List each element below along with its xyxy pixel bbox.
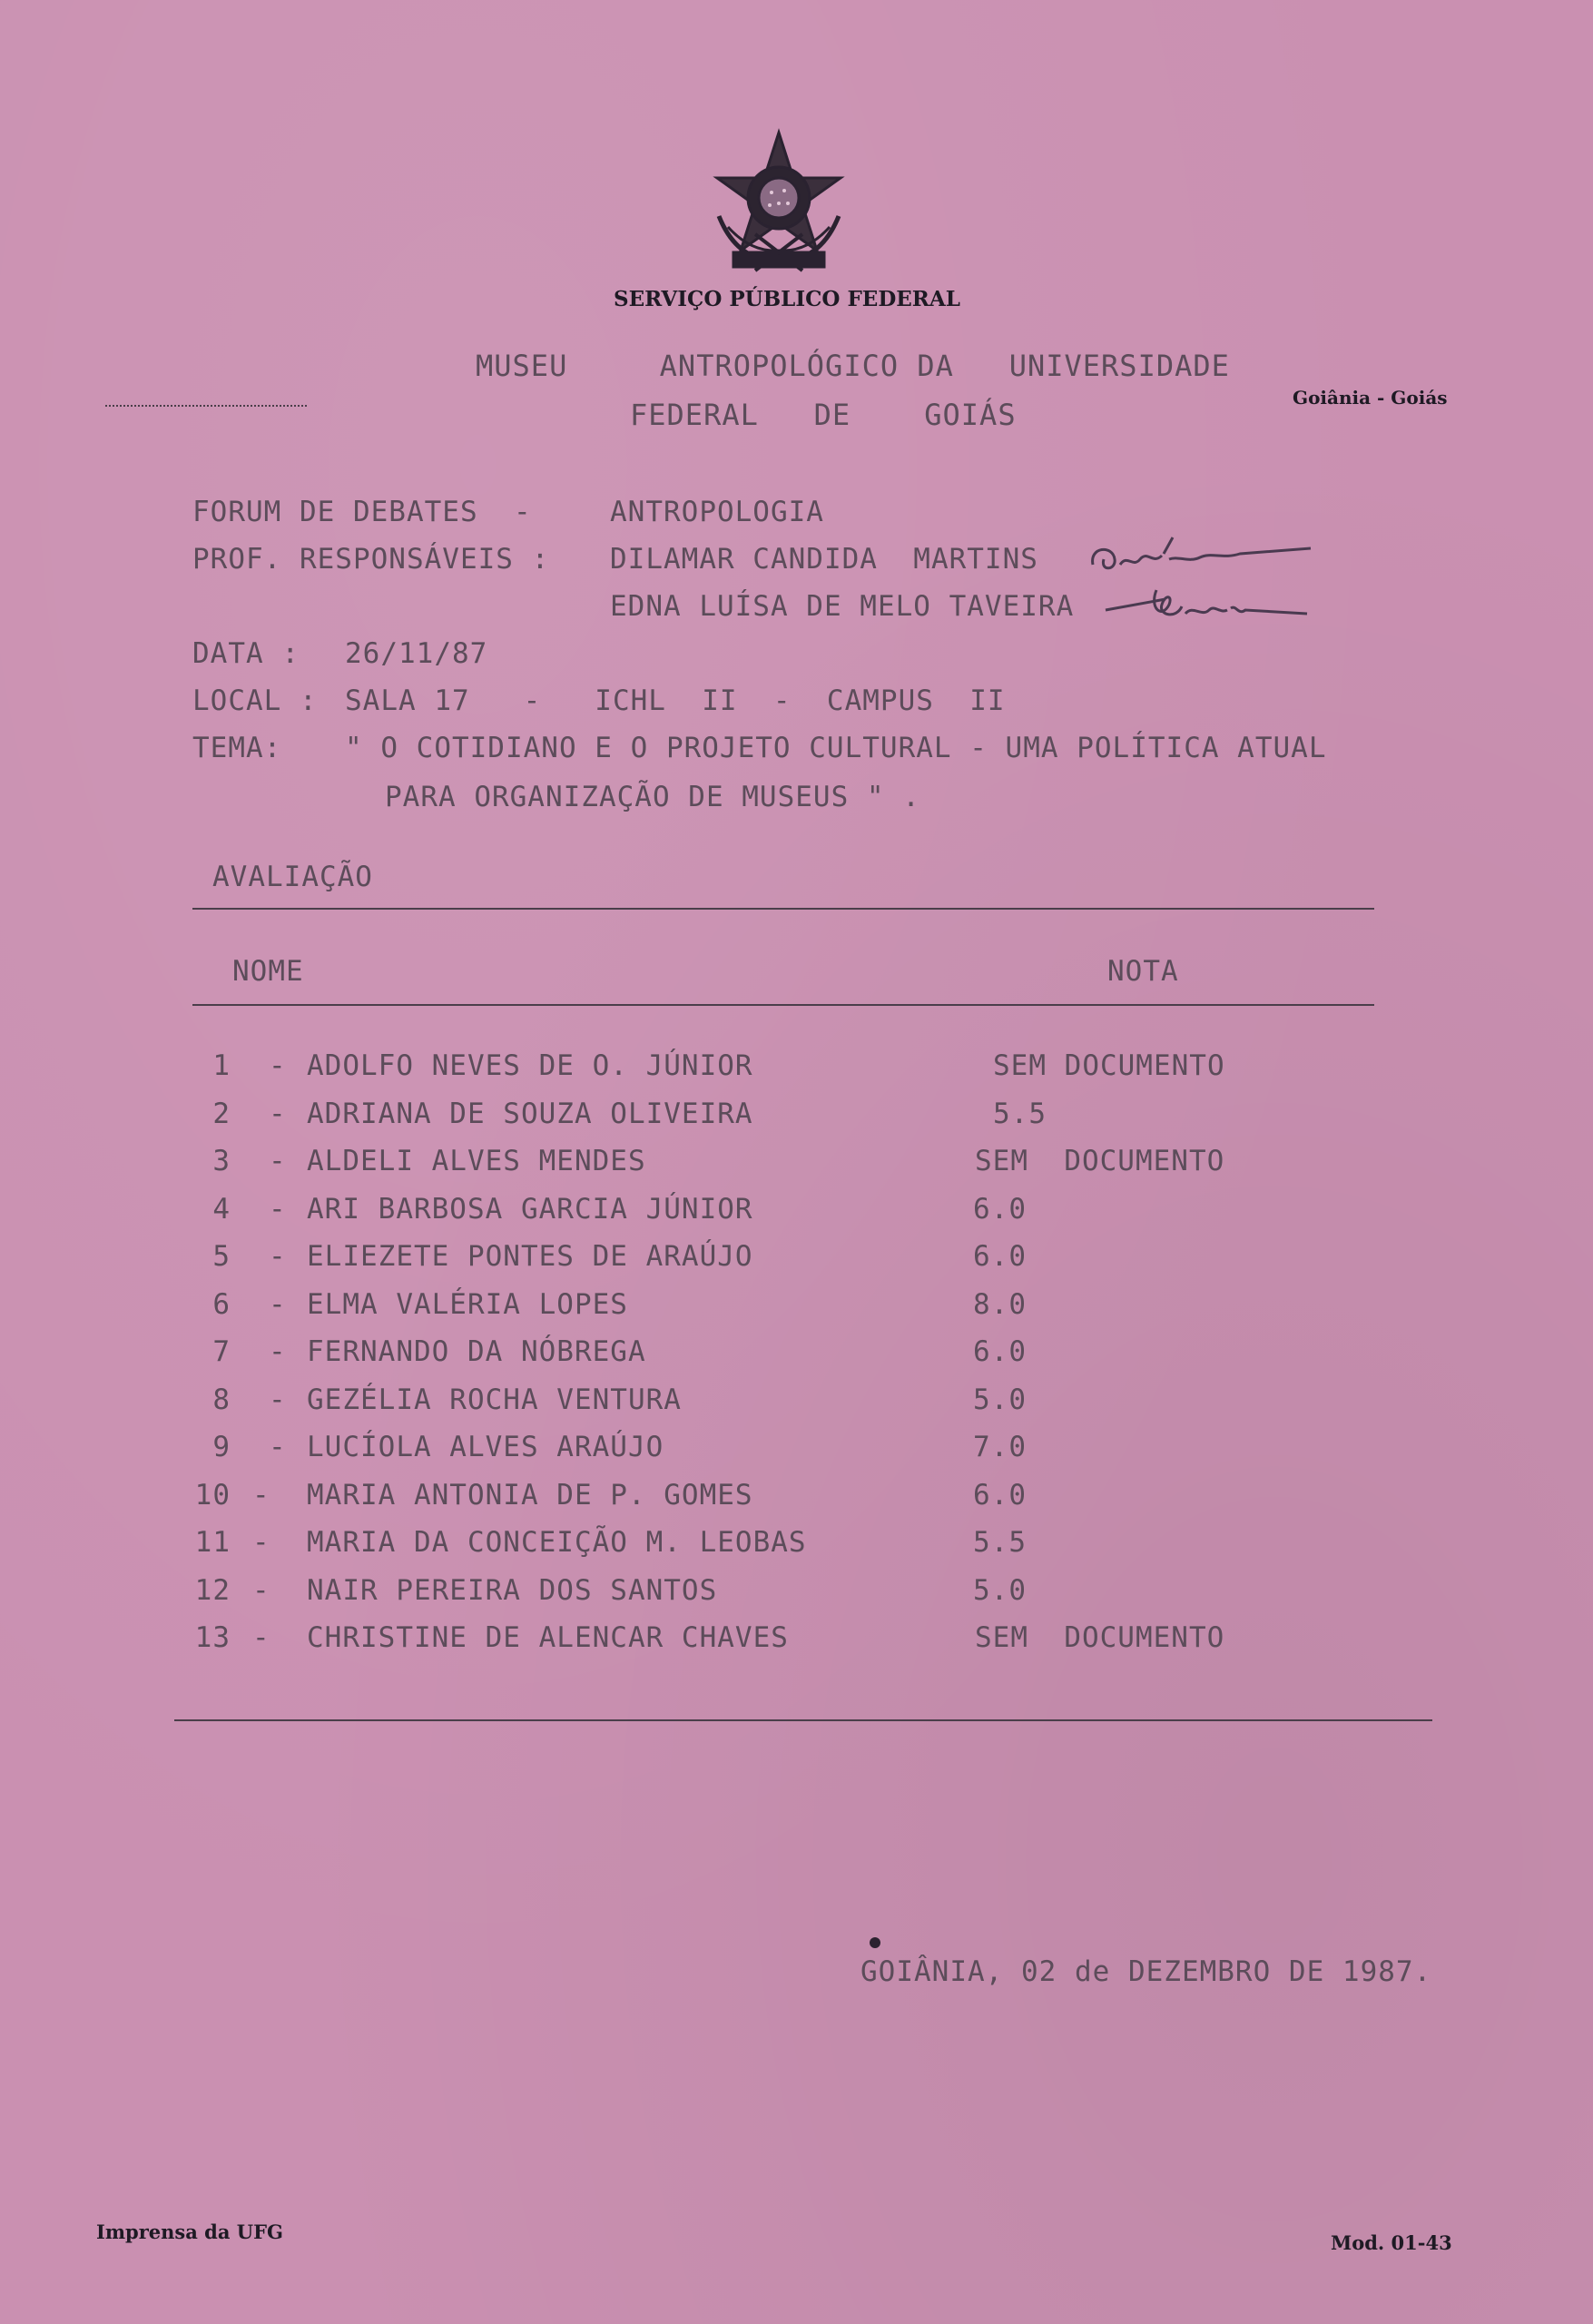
row-name: FERNANDO DA NÓBREGA [307, 1335, 646, 1368]
date-label: DATA : [192, 637, 300, 670]
date-value: 26/11/87 [345, 637, 488, 670]
row-number: 13 [194, 1621, 231, 1654]
row-name: ALDELI ALVES MENDES [307, 1145, 646, 1177]
row-grade: 6.0 [973, 1193, 1027, 1226]
table-row [0, 1145, 1593, 1185]
row-separator-dash: - [269, 1384, 287, 1416]
row-name: MARIA DA CONCEIÇÃO M. LEOBAS [307, 1526, 807, 1559]
table-row [0, 1431, 1593, 1471]
table-row [0, 1049, 1593, 1089]
table-row [0, 1335, 1593, 1375]
forum-label: FORUM DE DEBATES - [192, 496, 532, 528]
row-number: 4 [212, 1193, 231, 1226]
institution-line-1: MUSEU ANTROPOLÓGICO DA UNIVERSIDADE [476, 349, 1230, 383]
row-number: 11 [194, 1526, 231, 1559]
row-number: 12 [194, 1574, 231, 1607]
signature-1 [1087, 528, 1314, 583]
row-number: 10 [194, 1479, 231, 1512]
row-name: CHRISTINE DE ALENCAR CHAVES [307, 1621, 789, 1654]
row-name: ELMA VALÉRIA LOPES [307, 1288, 628, 1321]
row-grade: 8.0 [973, 1288, 1027, 1321]
row-separator-dash: - [252, 1621, 270, 1654]
theme-line-1: " O COTIDIANO E O PROJETO CULTURAL - UMA POLÍTICA ATUAL [345, 732, 1327, 764]
table-row [0, 1384, 1593, 1423]
row-grade: 7.0 [973, 1431, 1027, 1463]
service-title: SERVIÇO PÚBLICO FEDERAL [614, 287, 960, 311]
row-name: ELIEZETE PONTES DE ARAÚJO [307, 1240, 753, 1273]
row-separator-dash: - [269, 1335, 287, 1368]
column-header-grade: NOTA [1107, 955, 1179, 988]
row-grade: 6.0 [973, 1240, 1027, 1273]
theme-line-2: PARA ORGANIZAÇÃO DE MUSEUS " . [385, 781, 920, 813]
local-value: SALA 17 - ICHL II - CAMPUS II [345, 684, 1006, 717]
ink-dot [870, 1937, 880, 1948]
row-number: 9 [212, 1431, 231, 1463]
row-name: GEZÉLIA ROCHA VENTURA [307, 1384, 682, 1416]
row-number: 1 [212, 1049, 231, 1082]
row-grade: 5.0 [973, 1574, 1027, 1607]
table-row [0, 1479, 1593, 1519]
row-name: ARI BARBOSA GARCIA JÚNIOR [307, 1193, 753, 1226]
theme-label: TEMA: [192, 732, 282, 764]
row-grade: SEM DOCUMENTO [975, 1145, 1225, 1177]
row-name: NAIR PEREIRA DOS SANTOS [307, 1574, 718, 1607]
row-grade: 5.0 [973, 1384, 1027, 1416]
row-separator-dash: - [252, 1526, 270, 1559]
table-row [0, 1621, 1593, 1661]
row-name: ADOLFO NEVES DE O. JÚNIOR [307, 1049, 753, 1082]
local-label: LOCAL : [192, 684, 318, 717]
professor-1: DILAMAR CANDIDA MARTINS [610, 543, 1038, 576]
table-row [0, 1193, 1593, 1233]
row-separator-dash: - [252, 1574, 270, 1607]
row-separator-dash: - [269, 1049, 287, 1082]
city-label: Goiânia - Goiás [1293, 387, 1448, 409]
row-name: LUCÍOLA ALVES ARAÚJO [307, 1431, 664, 1463]
column-header-name: NOME [232, 955, 304, 988]
row-grade: SEM DOCUMENTO [993, 1049, 1225, 1082]
row-separator-dash: - [269, 1288, 287, 1321]
evaluation-bottom-rule [174, 1719, 1432, 1721]
row-grade: 5.5 [993, 1098, 1047, 1130]
printer-label: Imprensa da UFG [96, 2221, 283, 2243]
column-header-rule [192, 1004, 1374, 1006]
row-grade: 6.0 [973, 1479, 1027, 1512]
professor-2: EDNA LUÍSA DE MELO TAVEIRA [610, 590, 1075, 623]
table-row [0, 1098, 1593, 1137]
row-number: 7 [212, 1335, 231, 1368]
row-separator-dash: - [269, 1098, 287, 1130]
institution-line-2: FEDERAL DE GOIÁS [630, 398, 1017, 432]
row-name: MARIA ANTONIA DE P. GOMES [307, 1479, 753, 1512]
row-separator-dash: - [269, 1431, 287, 1463]
row-separator-dash: - [269, 1145, 287, 1177]
evaluation-top-rule [192, 908, 1374, 910]
row-number: 3 [212, 1145, 231, 1177]
table-row [0, 1240, 1593, 1280]
table-row [0, 1574, 1593, 1614]
professors-label: PROF. RESPONSÁVEIS : [192, 543, 550, 576]
row-grade: 6.0 [973, 1335, 1027, 1368]
row-separator-dash: - [269, 1193, 287, 1226]
row-grade: SEM DOCUMENTO [975, 1621, 1225, 1654]
row-number: 2 [212, 1098, 231, 1130]
forum-value: ANTROPOLOGIA [610, 496, 824, 528]
address-divider [105, 405, 307, 407]
closing-place-date: GOIÂNIA, 02 de DEZEMBRO DE 1987. [860, 1955, 1432, 1988]
row-separator-dash: - [269, 1240, 287, 1273]
row-name: ADRIANA DE SOUZA OLIVEIRA [307, 1098, 753, 1130]
model-label: Mod. 01-43 [1331, 2231, 1452, 2254]
row-number: 5 [212, 1240, 231, 1273]
table-row [0, 1526, 1593, 1566]
table-row [0, 1288, 1593, 1328]
signature-2 [1102, 577, 1311, 632]
row-grade: 5.5 [973, 1526, 1027, 1559]
evaluation-title: AVALIAÇÃO [212, 861, 373, 893]
row-number: 6 [212, 1288, 231, 1321]
row-number: 8 [212, 1384, 231, 1416]
row-separator-dash: - [252, 1479, 270, 1512]
brazil-coat-of-arms-icon [701, 125, 857, 280]
